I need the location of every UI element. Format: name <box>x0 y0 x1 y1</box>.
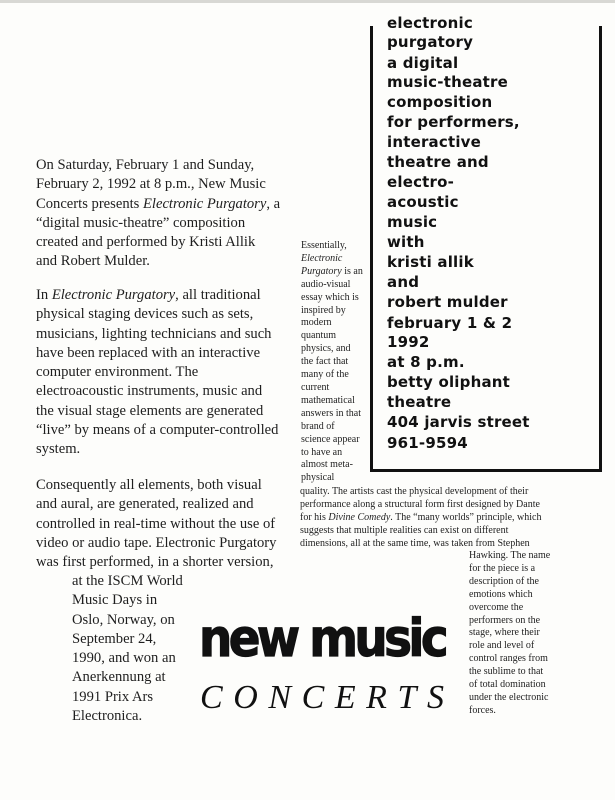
intro-line: February 2, 1992 at 8 p.m., New Music <box>36 176 266 193</box>
poster-line: with <box>387 233 425 251</box>
intro-paragraph <box>36 156 280 272</box>
poster-line: electro- <box>387 173 455 191</box>
essay-line: of total domination <box>469 679 546 691</box>
poster-line: purgatory <box>387 33 474 51</box>
essay-line: Electronic <box>301 252 343 264</box>
poster-line: 404 jarvis street <box>387 413 530 431</box>
essay-line: the sublime to that <box>469 666 544 678</box>
first-performance-line: Oslo, Norway, on <box>72 611 175 628</box>
first-performance-line: Anerkennung at <box>72 669 166 686</box>
description-line: system. <box>36 441 81 458</box>
intro-line: Concerts presents Electronic Purgatory, a <box>36 195 281 212</box>
essay-line: emotions which <box>469 588 533 600</box>
description-line: “live” by means of a computer-controlled <box>36 422 279 439</box>
first-performance-line: Electronica. <box>72 708 143 725</box>
first-performance-line: at the ISCM World <box>72 573 183 589</box>
intro-line: created and performed by Kristi Allik <box>36 234 256 251</box>
page-top-edge <box>0 0 615 3</box>
essay-tail-column <box>469 550 550 718</box>
first-performance-line: 1990, and won an <box>72 650 176 667</box>
essay-column <box>301 240 363 485</box>
essay-line: performers on the <box>469 614 541 626</box>
first-performance-text <box>72 572 183 726</box>
svg-text:new music: new music <box>199 614 447 666</box>
essay-line: suggests that multiple realities can exist on different <box>300 524 509 536</box>
essay-line: stage, where their <box>469 627 540 639</box>
description-line: musicians, lighting technicians and such <box>36 325 272 342</box>
essay-line: the fact that <box>301 356 349 368</box>
realtime-paragraph <box>36 476 276 572</box>
event-poster-box <box>370 14 602 472</box>
description-paragraph <box>36 286 278 460</box>
poster-line: robert mulder <box>387 293 508 311</box>
essay-line: Hawking. The name <box>469 550 551 561</box>
intro-line: and Robert Mulder. <box>36 253 150 270</box>
essay-line: quality. The artists cast the physical development of their <box>300 486 529 497</box>
essay-line: overcome the <box>469 601 524 613</box>
svg-text:CONCERTS: CONCERTS <box>200 679 444 716</box>
realtime-line: Consequently all elements, both visual <box>36 477 262 493</box>
description-line: electroacoustic instruments, music and <box>36 383 263 400</box>
description-line: computer environment. The <box>36 364 199 381</box>
essay-line: performance along a structural form first designed by Dante <box>300 498 540 510</box>
essay-line: quantum <box>301 330 336 342</box>
description-line: the visual stage elements are generated <box>36 402 264 419</box>
essay-line: forces. <box>469 704 496 716</box>
realtime-line: was first performed, in a shorter version, <box>36 554 274 571</box>
intro-line: On Saturday, February 1 and Sunday, <box>36 157 255 173</box>
intro-line: “digital music-theatre” composition <box>36 214 246 231</box>
poster-line: electronic <box>387 14 473 32</box>
poster-line: theatre and <box>387 153 489 171</box>
description-line: physical staging devices such as sets, <box>36 306 254 323</box>
essay-line: for the piece is a <box>469 562 536 574</box>
poster-line: music <box>387 213 438 231</box>
description-line: In Electronic Purgatory, all traditional <box>36 287 261 303</box>
essay-line: description of the <box>469 575 539 587</box>
essay-wide-block <box>300 486 541 551</box>
concerts-logo <box>196 672 448 718</box>
poster-line: for performers, <box>387 113 520 131</box>
essay-line: control ranges from <box>469 653 548 665</box>
poster-line: interactive <box>387 133 482 151</box>
poster-line: acoustic <box>387 193 459 211</box>
essay-line: physics, and <box>301 343 351 355</box>
first-performance-line: 1991 Prix Ars <box>72 688 154 705</box>
poster-line: 1992 <box>387 333 430 351</box>
essay-line: many of the <box>301 369 349 381</box>
realtime-line: and aural, are generated, realized and <box>36 496 254 513</box>
essay-line: science appear <box>301 433 360 445</box>
poster-line: a digital <box>387 54 459 72</box>
first-performance-line: September 24, <box>72 630 157 647</box>
poster-line: betty oliphant <box>387 373 511 391</box>
poster-line: theatre <box>387 393 452 411</box>
poster-line: 961-9594 <box>387 434 468 452</box>
poster-line: and <box>387 273 420 291</box>
essay-line: current <box>301 381 330 393</box>
essay-line: mathematical <box>301 394 355 406</box>
essay-line: modern <box>301 317 332 329</box>
realtime-line: controlled in real-time without the use of <box>36 515 276 532</box>
essay-line: inspired by <box>301 304 346 316</box>
poster-line: music-theatre <box>387 73 508 91</box>
poster-line: at 8 p.m. <box>387 353 465 371</box>
essay-line: essay which is <box>301 291 359 303</box>
poster-line: kristi allik <box>387 253 474 271</box>
realtime-line: video or audio tape. Electronic Purgatory <box>36 534 277 551</box>
poster-line: february 1 & 2 <box>387 314 513 332</box>
essay-line: Purgatory is an <box>301 265 363 277</box>
essay-line: under the electronic <box>469 691 549 703</box>
essay-line: for his Divine Comedy. The “many worlds” principle, which <box>300 511 542 523</box>
first-performance-line: Music Days in <box>72 592 158 609</box>
essay-line: physical <box>301 472 335 484</box>
new-music-logo <box>196 614 448 666</box>
description-line: have been replaced with an interactive <box>36 344 261 361</box>
essay-line: audio-visual <box>301 278 351 290</box>
essay-line: answers in that <box>301 407 361 419</box>
essay-line: dimensions, all at the same time, was taken from Stephen <box>300 537 530 549</box>
essay-line: role and level of <box>469 640 535 652</box>
essay-line: almost meta- <box>301 459 353 471</box>
essay-line: Essentially, <box>301 240 347 251</box>
essay-line: brand of <box>301 420 335 432</box>
poster-line: composition <box>387 93 493 111</box>
essay-line: to have an <box>301 446 343 458</box>
